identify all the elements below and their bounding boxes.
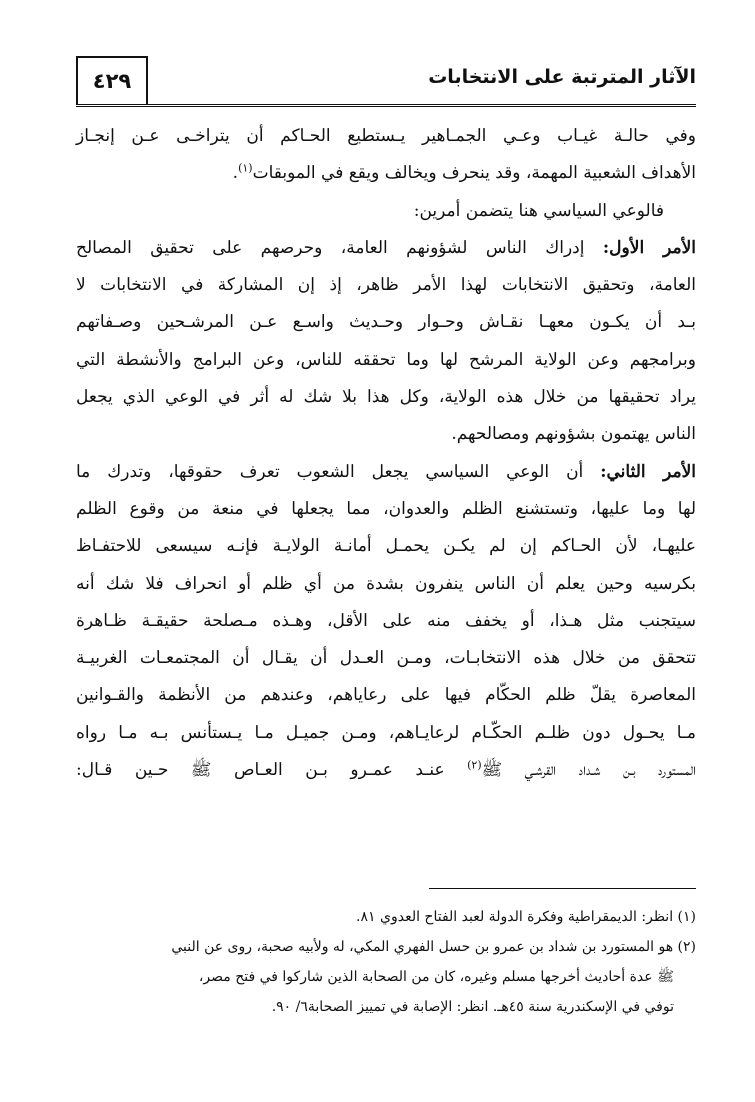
section-heading: الأمر الثاني: (600, 461, 696, 482)
text-line: عليهـا، لأن الحـاكم إن لم يكـن يحمـل أمانـة الولايـة فإنـه سيسعى للاحتفـاظ (76, 536, 696, 557)
footnote: (١) انظر: الديمقراطية وفكرة الدولة لعبد الفتاح العدوي ٨١. (356, 909, 696, 925)
text-line: لها وما عليها، وتستشنع الظلم والعدوان، مما يجعلها في منعة من وقوع الظلم (76, 498, 696, 519)
text-line: يراد تحقيقها من خلال هذه الولاية، وكل هذا بلا شك له أثر في الوعي الذي يجعل (76, 387, 697, 408)
text-line: فالوعي السياسي هنا يتضمن أمرين: (413, 200, 664, 221)
text-line: الناس يهتمون بشؤونهم ومصالحهم. (451, 424, 696, 445)
text-line: الأهداف الشعبية المهمة، وقد ينحرف ويخالف ويقع في الموبقات$^{(١)}$. (232, 161, 696, 184)
footnote-marker: (٢) (467, 758, 482, 772)
honorific-icon: ﷺ (481, 760, 503, 781)
page-header (76, 56, 696, 104)
text-line: وفي حالـة غيـاب وعـي الجمـاهير يـستطيع الحـاكم أن يتراخـى عـن إنجـاز (76, 126, 696, 146)
section-heading: الأمر الأول: (602, 237, 697, 258)
text-line: سيتجنب مثل هـذا، أو يخفف منه على الأقل، وهـذه مـصلحة حقيقـة ظـاهرة (76, 610, 696, 631)
footnotes (76, 902, 696, 1022)
honorific-icon: ﷺ (190, 760, 212, 781)
text-line: بكرسيه وحين يعلم أن الناس ينفرون بشدة من أي ظلم أو انحراف فلا شك أنه (76, 573, 696, 594)
text-line: الأمر الأول: إدراك الناس لشؤونهم العامة، وحرصهم على تحقيق المصالح (76, 237, 697, 258)
text-line: تتحقق من خلال هذه الانتخابـات، ومـن العـدل أن يقـال أن المجتمعـات الغربيـة (76, 648, 696, 669)
footnote-continuation: ﷺ عدة أحاديث أخرجها مسلم وغيره، كان من الصحابة الذين شاركوا في فتح مصر، (198, 969, 674, 985)
footnote-continuation: توفي في الإسكندرية سنة ٤٥هـ. انظر: الإصابة في تمييز الصحابة٦/ ٩٠. (271, 999, 674, 1015)
footnote-marker: (١) (238, 161, 253, 175)
page-number: ٤٢٩ (76, 56, 148, 104)
text-line: الأمر الثاني: أن الوعي السياسي يجعل الشعوب تعرف حقوقها، وتدرك ما (76, 461, 696, 482)
footnote: (٢) هو المستورد بن شداد بن عمرو بن حسل الفهري المكي، له ولأبيه صحبة، روى عن النبي (171, 939, 696, 955)
header-rule (76, 104, 696, 107)
running-title: الآثار المترتبة على الانتخابات (428, 66, 696, 88)
text-line: وبرامجهم وعن الولاية المرشح لها وما تحققه للناس، وعن البرامج والأنشطة التي (76, 349, 696, 370)
honorific-icon: ﷺ (657, 969, 674, 985)
text-line: بـد أن يكـون معهـا نقـاش وحـوار وحـديث واسـع عـن المرشـحين وصـفاتهم (76, 312, 696, 333)
text-line: المعاصرة يقلّ ظلم الحكّام فيها على رعاياهم، وعندهم من الأنظمة والقـوانين (76, 685, 696, 706)
text-line: المستورد بـن شـداد القرشـي ﷺ$^{(٢)}$ عنـد عمـرو بـن العـاص ﷺ حـين قـال: (76, 758, 696, 781)
footnote-separator (429, 888, 696, 889)
body-text (76, 118, 696, 789)
text-line: مـا يحـول دون ظلـم الحكّـام لرعايـاهم، ومـن جميـل مـا يـستأنس بـه مـا رواه (76, 722, 696, 743)
text-line: العامة، وتحقيق الانتخابات لهذا الأمر ظاهر، إذ إن المشاركة في الانتخابات لا (76, 275, 696, 296)
